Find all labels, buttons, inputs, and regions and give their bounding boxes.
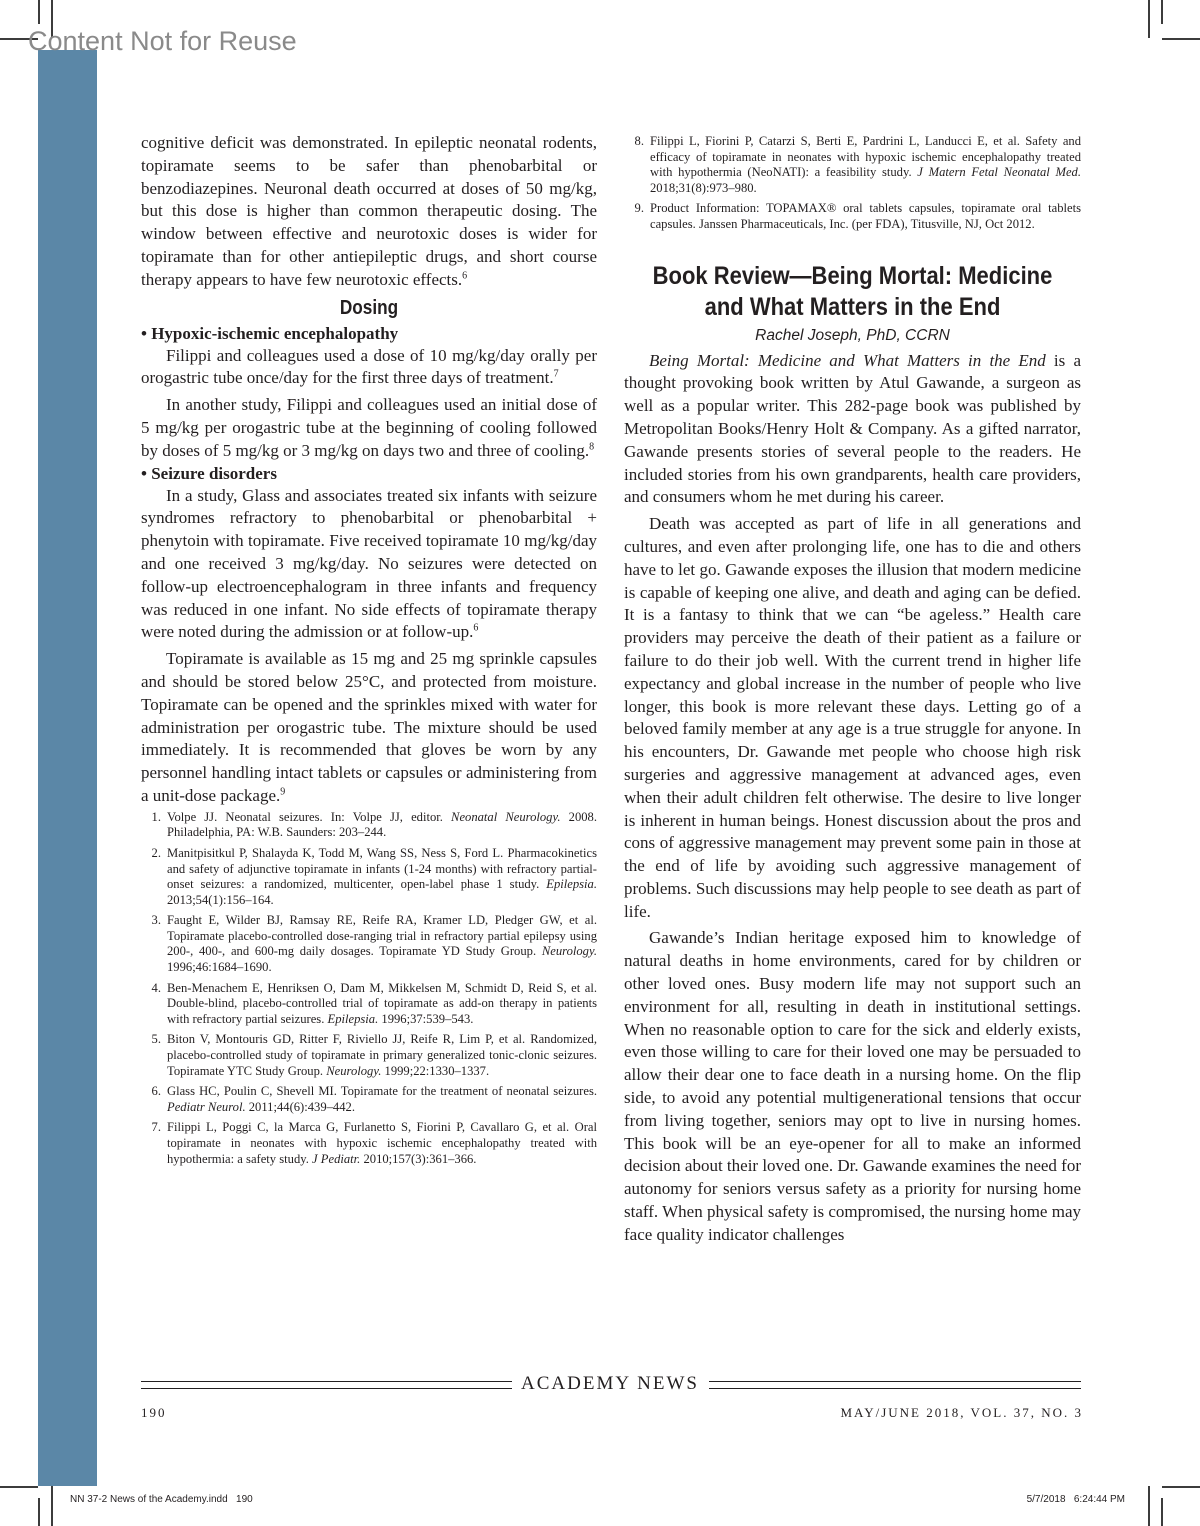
watermark: Content Not for Reuse: [28, 26, 297, 56]
paragraph: Topiramate is available as 15 mg and 25 mg sprinkle capsules and should be stored below 25°C, and protected from moisture. Topiramate can be opened and the sprinkles mixed with water for administration per orogastric tube. The mixture should be used immediately. It is recommended that gloves be worn by any personnel handling intact tablets or capsules or administering from a unit-dose package.$^9$: [141, 649, 597, 805]
paragraph: Filippi and colleagues used a dose of 10 mg/kg/day orally per orogastric tube once/day for the first three days of treatment.$^7$: [141, 345, 597, 388]
book-review-title: Book Review—Being Mortal: Medicine and What Matters in the End: [652, 261, 1053, 321]
reference-list: [141, 810, 597, 1167]
reference-list-continued: [624, 134, 1081, 233]
paragraph: Death was accepted as part of life in all generations and cultures, and even after prolonging life, one has to die and others have to let go. Gawande exposes the illusion that modern medicine is capable of keeping one alive, and death and aging can be defied. It is a fantasy to think that we can “be ageless.” Health care providers may perceive the death of their patient as a failure or failure to do their job well. With the current trend in higher life expectancy and global increase in the number of people who live longer, this book is more relevant these days. Letting go of a beloved family member at any age is a true struggle for anyone. In his encounters, Dr. Gawande met people who choose high risk surgeries and aggressive management at advanced ages, even when their adult children felt otherwise. The desire to live longer is inherent in human beings. Honest discussion about the pros and cons of aggressive management may prevent some pain in those at the end of life by avoiding such aggressive management of problems. Such discussions may help people to see death as part of life.: [624, 514, 1081, 921]
paragraph: Being Mortal: Medicine and What Matters in the End is a thought provoking book written by Atul Gawande, a surgeon as well as a popular writer. This 282-page book was published by Metropolitan Books/Henry Holt & Company. As a gifted narrator, Gawande presents stories of several people to the readers. He included stories from his own grandparents, health care providers, and consumers whom he met during his career.: [624, 350, 1081, 507]
slug-timestamp: 5/7/2018 6:24:44 PM: [1026, 1494, 1125, 1505]
reference-item: 9. Product Information: TOPAMAX® oral tablets capsules, topiramate oral tablets capsules. Janssen Pharmaceuticals, Inc. (per FDA), Titusville, NJ, Oct 2012.: [634, 201, 1081, 231]
issue-info: MAY/JUNE 2018, VOL. 37, NO. 3: [840, 1405, 1083, 1420]
slug-filename: NN 37-2 News of the Academy.indd 190: [70, 1494, 253, 1505]
side-color-bar: [38, 50, 97, 1486]
bullet-heading-seizure: • Seizure disorders: [141, 463, 277, 483]
footer-rule-right: [709, 1381, 1081, 1389]
reference-item: 8. Filippi L, Fiorini P, Catarzi S, Berti E, Pardrini L, Landucci E, et al. Safety and efficacy of topiramate in neonates with hypoxic ischemic encephalopathy treated with hypothermia (NeoNATI): a feasibility study. J Matern Fetal Neonatal Med. 2018;31(8):973–980.: [634, 134, 1081, 195]
bullet-heading-hie: • Hypoxic-ischemic encephalopathy: [141, 323, 399, 343]
reference-item: 3. Faught E, Wilder BJ, Ramsay RE, Reife RA, Kramer LD, Pledger GW, et al. Topiramate placebo-controlled dose-ranging trial in refractory partial epilepsy using 200-, 400-, and 600-mg daily dosages. Topiramate YD Study Group. Neurology. 1996;46:1684–1690.: [151, 913, 597, 975]
reference-item: 4. Ben-Menachem E, Henriksen O, Dam M, Mikkelsen M, Schmidt D, Reid S, et al. Double-blind, placebo-controlled trial of topiramate as add-on therapy in patients with refractory partial seizures. Epilepsia. 1996;37:539–543.: [151, 980, 597, 1026]
reference-item: 5. Biton V, Montouris GD, Ritter F, Riviello JJ, Reife R, Lim P, et al. Randomized, placebo-controlled study of topiramate in primary generalized tonic-clonic seizures. Topiramate YTC Study Group. Neurology. 1999;22:1330–1337.: [151, 1032, 597, 1078]
crop-mark: [0, 1486, 38, 1488]
intro-paragraph: cognitive deficit was demonstrated. In epileptic neonatal rodents, topiramate seems to be safer than phenobarbital or benzodiazepines. Neuronal death occurred at doses of 50 mg/kg, but this dose is higher than common therapeutic dosing. The window between effective and neurotoxic doses is wider for topiramate than for other antiepileptic drugs, and short course therapy appears to have few neurotoxic effects.$^6$: [141, 133, 597, 289]
right-column: [624, 132, 1081, 1247]
crop-mark: [51, 1486, 53, 1526]
crop-mark: [38, 1498, 40, 1526]
reference-item: 1. Volpe JJ. Neonatal seizures. In: Volpe JJ, editor. Neonatal Neurology. 2008. Philadelphia, PA: W.B. Saunders: 203–244.: [151, 809, 597, 840]
crop-mark: [1162, 38, 1200, 40]
paragraph: In a study, Glass and associates treated six infants with seizure syndromes refractory to phenobarbital or phenobarbital + phenytoin with topiramate. Five received topiramate 10 mg/kg/day and one received 3 mg/kg/day. No seizures were detected on follow-up electroencephalogram in three infants and frequency was reduced in one infant. No side effects of topiramate therapy were noted during the admission or at follow-up.$^6$: [141, 485, 597, 642]
crop-mark: [1148, 0, 1150, 38]
reference-item: 7. Filippi L, Poggi C, la Marca G, Furlanetto S, Fiorini P, Cavallaro G, et al. Oral topiramate in neonates with hypoxic ischemic encephalopathy treated with hypothermia: a safety study. J Pediatr. 2010;157(3):361–366.: [151, 1120, 597, 1166]
footer-brand: ACADEMY NEWS: [521, 1373, 699, 1394]
reference-item: 2. Manitpisitkul P, Shalayda K, Todd M, Wang SS, Ness S, Ford L. Pharmacokinetics and safety of adjunctive topiramate in infants (1-24 months) with refractory partial-onset seizures: a randomized, multicenter, open-label phase 1 study. Epilepsia. 2013;54(1):156–164.: [151, 845, 597, 907]
crop-mark: [38, 0, 40, 24]
crop-mark: [1162, 1486, 1200, 1488]
reference-item: 6. Glass HC, Poulin C, Shevell MI. Topiramate for the treatment of neonatal seizures. Pediatr Neurol. 2011;44(6):439–442.: [151, 1084, 597, 1114]
paragraph: In another study, Filippi and colleagues used an initial dose of 5 mg/kg per orogastric tube at the beginning of cooling followed by doses of 5 mg/kg or 3 mg/kg on days two and three of cooling.$^8$: [141, 395, 597, 460]
crop-mark: [1161, 1498, 1163, 1526]
section-heading-dosing: Dosing: [339, 296, 399, 319]
review-author: Rachel Joseph, PhD, CCRN: [755, 326, 950, 344]
page-number: 190: [141, 1405, 167, 1420]
paragraph: Gawande’s Indian heritage exposed him to knowledge of natural deaths in home environments, cared for by children or other loved ones. Busy modern life may not support such an environment for all, resulting in death in institutional settings. When no reasonable option to care for the sick and elderly exists, even those willing to care for their loved one may be persuaded to allow their dear one to face death in a nursing home. On the flip side, to avoid any potential multigenerational tensions that occur from living together, seniors may opt to live in nursing homes. This book will be an eye-opener for all to make an informed decision about their loved one. Dr. Gawande examines the need for autonomy for seniors versus safety as a priority for nursing home staff. When physical safety is compromised, the nursing home may face quality indicator challenges: [624, 928, 1081, 1244]
left-column: [141, 132, 597, 1172]
crop-mark: [1161, 0, 1163, 24]
footer-rule-left: [141, 1381, 512, 1389]
crop-mark: [1148, 1486, 1150, 1526]
